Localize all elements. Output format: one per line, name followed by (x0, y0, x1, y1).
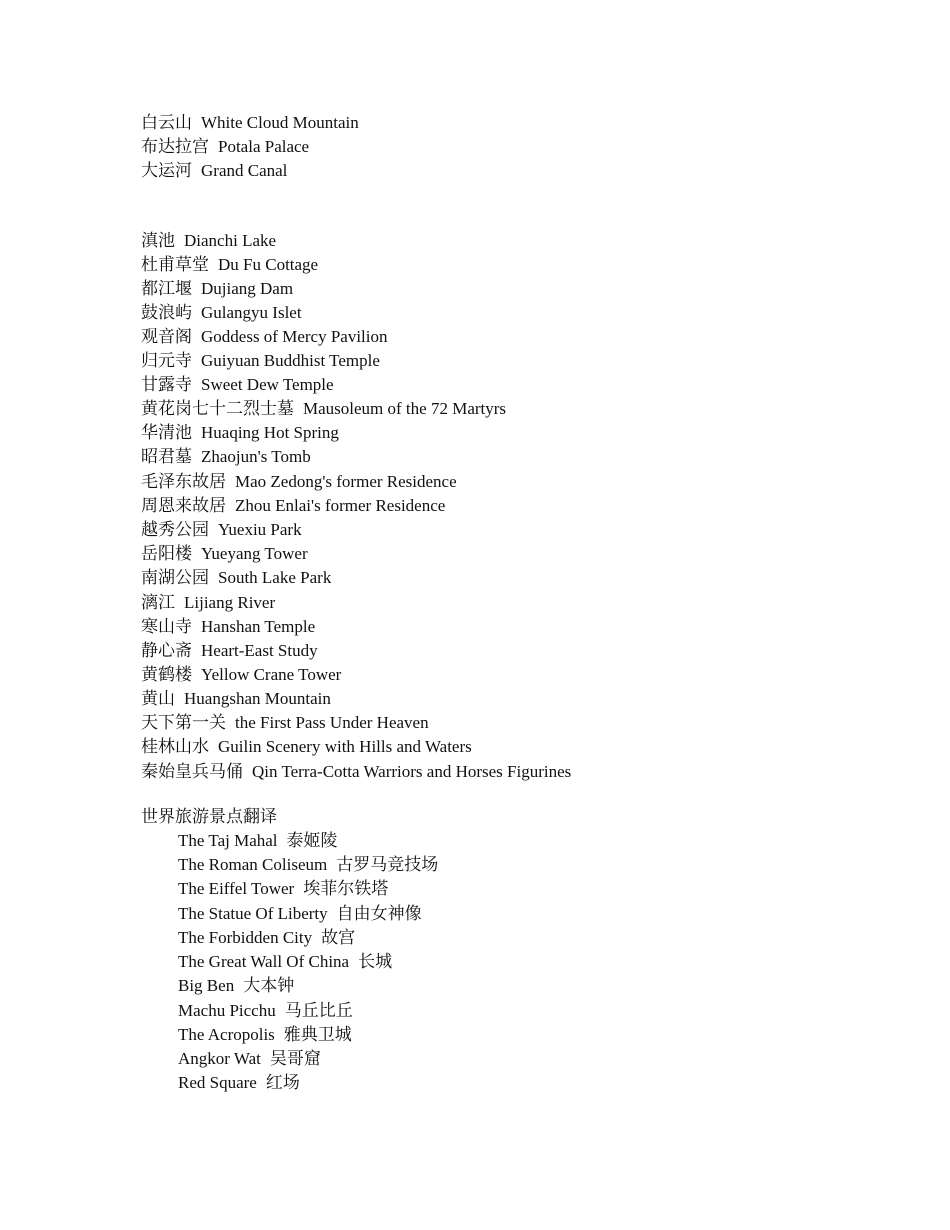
chinese-name: 静心斋 (141, 641, 192, 660)
list-item (141, 351, 380, 371)
list-item (141, 327, 388, 347)
english-name: Red Square (178, 1073, 257, 1092)
chinese-name: 归元寺 (141, 351, 192, 370)
list-item (141, 113, 359, 133)
english-name: Yuexiu Park (218, 520, 302, 539)
chinese-name: 白云山 (141, 113, 192, 132)
list-item (178, 1073, 300, 1093)
chinese-name: 故宫 (321, 928, 356, 947)
list-item (141, 641, 318, 661)
list-item (178, 831, 338, 851)
chinese-name: 黄花岗七十二烈士墓 (141, 399, 294, 418)
chinese-name: 都江堰 (141, 279, 192, 298)
list-item (141, 762, 571, 782)
chinese-name: 天下第一关 (141, 713, 226, 732)
list-item (141, 303, 302, 323)
list-item (141, 496, 445, 516)
chinese-name: 杜甫草堂 (141, 255, 209, 274)
english-name: Machu Picchu (178, 1001, 276, 1020)
english-name: The Great Wall Of China (178, 952, 350, 971)
chinese-name: 泰姬陵 (286, 831, 338, 850)
english-name: the First Pass Under Heaven (235, 713, 429, 732)
list-item (178, 855, 438, 875)
list-item (141, 447, 311, 467)
list-item (178, 976, 294, 996)
chinese-name: 甘露寺 (141, 375, 192, 394)
english-name: Zhou Enlai's former Residence (235, 496, 446, 515)
english-name: Dianchi Lake (184, 231, 277, 250)
chinese-name: 秦始皇兵马俑 (141, 762, 243, 781)
list-item (141, 472, 457, 492)
list-item (178, 952, 392, 972)
list-item (141, 617, 315, 637)
chinese-name: 越秀公园 (141, 520, 209, 539)
chinese-name: 雅典卫城 (283, 1025, 352, 1044)
list-item (141, 423, 339, 443)
list-item (141, 713, 429, 733)
chinese-name: 古罗马竞技场 (336, 855, 439, 874)
list-item (141, 255, 318, 275)
english-name: Hanshan Temple (201, 617, 316, 636)
list-item (141, 593, 275, 613)
english-name: Mao Zedong's former Residence (235, 472, 457, 491)
english-name: The Statue Of Liberty (178, 904, 328, 923)
english-name: Goddess of Mercy Pavilion (201, 327, 388, 346)
chinese-name: 岳阳楼 (141, 544, 192, 563)
english-name: Potala Palace (218, 137, 310, 156)
chinese-name: 自由女神像 (336, 904, 422, 923)
list-item (141, 544, 308, 564)
list-item (141, 137, 309, 157)
chinese-name: 毛泽东故居 (141, 472, 226, 491)
chinese-name: 大本钟 (243, 976, 295, 995)
chinese-name: 埃菲尔铁塔 (303, 879, 389, 898)
list-item (141, 568, 331, 588)
english-name: The Acropolis (178, 1025, 275, 1044)
list-item (141, 399, 506, 419)
english-name: Du Fu Cottage (218, 255, 319, 274)
chinese-name: 大运河 (141, 161, 192, 180)
chinese-name: 漓江 (141, 593, 175, 612)
english-name: Angkor Wat (178, 1049, 261, 1068)
chinese-name: 滇池 (141, 231, 175, 250)
english-name: Guilin Scenery with Hills and Waters (218, 737, 472, 756)
list-item (178, 879, 388, 899)
list-item (141, 231, 276, 251)
english-name: Heart-East Study (201, 641, 318, 660)
list-item (178, 904, 422, 924)
list-item (178, 1049, 321, 1069)
chinese-name: 昭君墓 (141, 447, 192, 466)
chinese-name: 黄山 (141, 689, 175, 708)
list-item (141, 375, 334, 395)
english-name: Zhaojun's Tomb (201, 447, 311, 466)
chinese-name: 华清池 (141, 423, 192, 442)
english-name: Sweet Dew Temple (201, 375, 334, 394)
english-name: South Lake Park (218, 568, 332, 587)
english-name: Yellow Crane Tower (201, 665, 342, 684)
english-name: Qin Terra-Cotta Warriors and Horses Figurines (252, 762, 572, 781)
list-item (141, 737, 472, 757)
chinese-name: 鼓浪屿 (141, 303, 192, 322)
chinese-name: 红场 (265, 1073, 300, 1092)
list-item (178, 1001, 353, 1021)
chinese-name: 长城 (358, 952, 393, 971)
list-item (141, 665, 341, 685)
english-name: Yueyang Tower (201, 544, 308, 563)
list-item (178, 928, 355, 948)
chinese-name: 布达拉宫 (141, 137, 209, 156)
list-item (141, 520, 302, 540)
english-name: Grand Canal (201, 161, 288, 180)
english-name: The Forbidden City (178, 928, 313, 947)
english-name: Gulangyu Islet (201, 303, 302, 322)
chinese-name: 马丘比丘 (284, 1001, 353, 1020)
english-name: The Roman Coliseum (178, 855, 328, 874)
chinese-name: 桂林山水 (141, 737, 209, 756)
section-heading: 世界旅游景点翻译 (141, 807, 277, 826)
english-name: Huangshan Mountain (184, 689, 331, 708)
chinese-name: 寒山寺 (141, 617, 192, 636)
english-name: White Cloud Mountain (201, 113, 359, 132)
chinese-name: 吴哥窟 (269, 1049, 321, 1068)
chinese-name: 黄鹤楼 (141, 665, 192, 684)
english-name: Lijiang River (184, 593, 276, 612)
english-name: The Taj Mahal (178, 831, 278, 850)
chinese-name: 周恩来故居 (141, 496, 226, 515)
list-item (178, 1025, 352, 1045)
english-name: The Eiffel Tower (178, 879, 295, 898)
list-item (141, 279, 293, 299)
english-name: Huaqing Hot Spring (201, 423, 339, 442)
english-name: Mausoleum of the 72 Martyrs (303, 399, 507, 418)
chinese-name: 南湖公园 (141, 568, 209, 587)
english-name: Guiyuan Buddhist Temple (201, 351, 380, 370)
english-name: Dujiang Dam (201, 279, 294, 298)
list-item (141, 161, 287, 181)
chinese-name: 观音阁 (141, 327, 192, 346)
list-item (141, 689, 331, 709)
english-name: Big Ben (178, 976, 235, 995)
